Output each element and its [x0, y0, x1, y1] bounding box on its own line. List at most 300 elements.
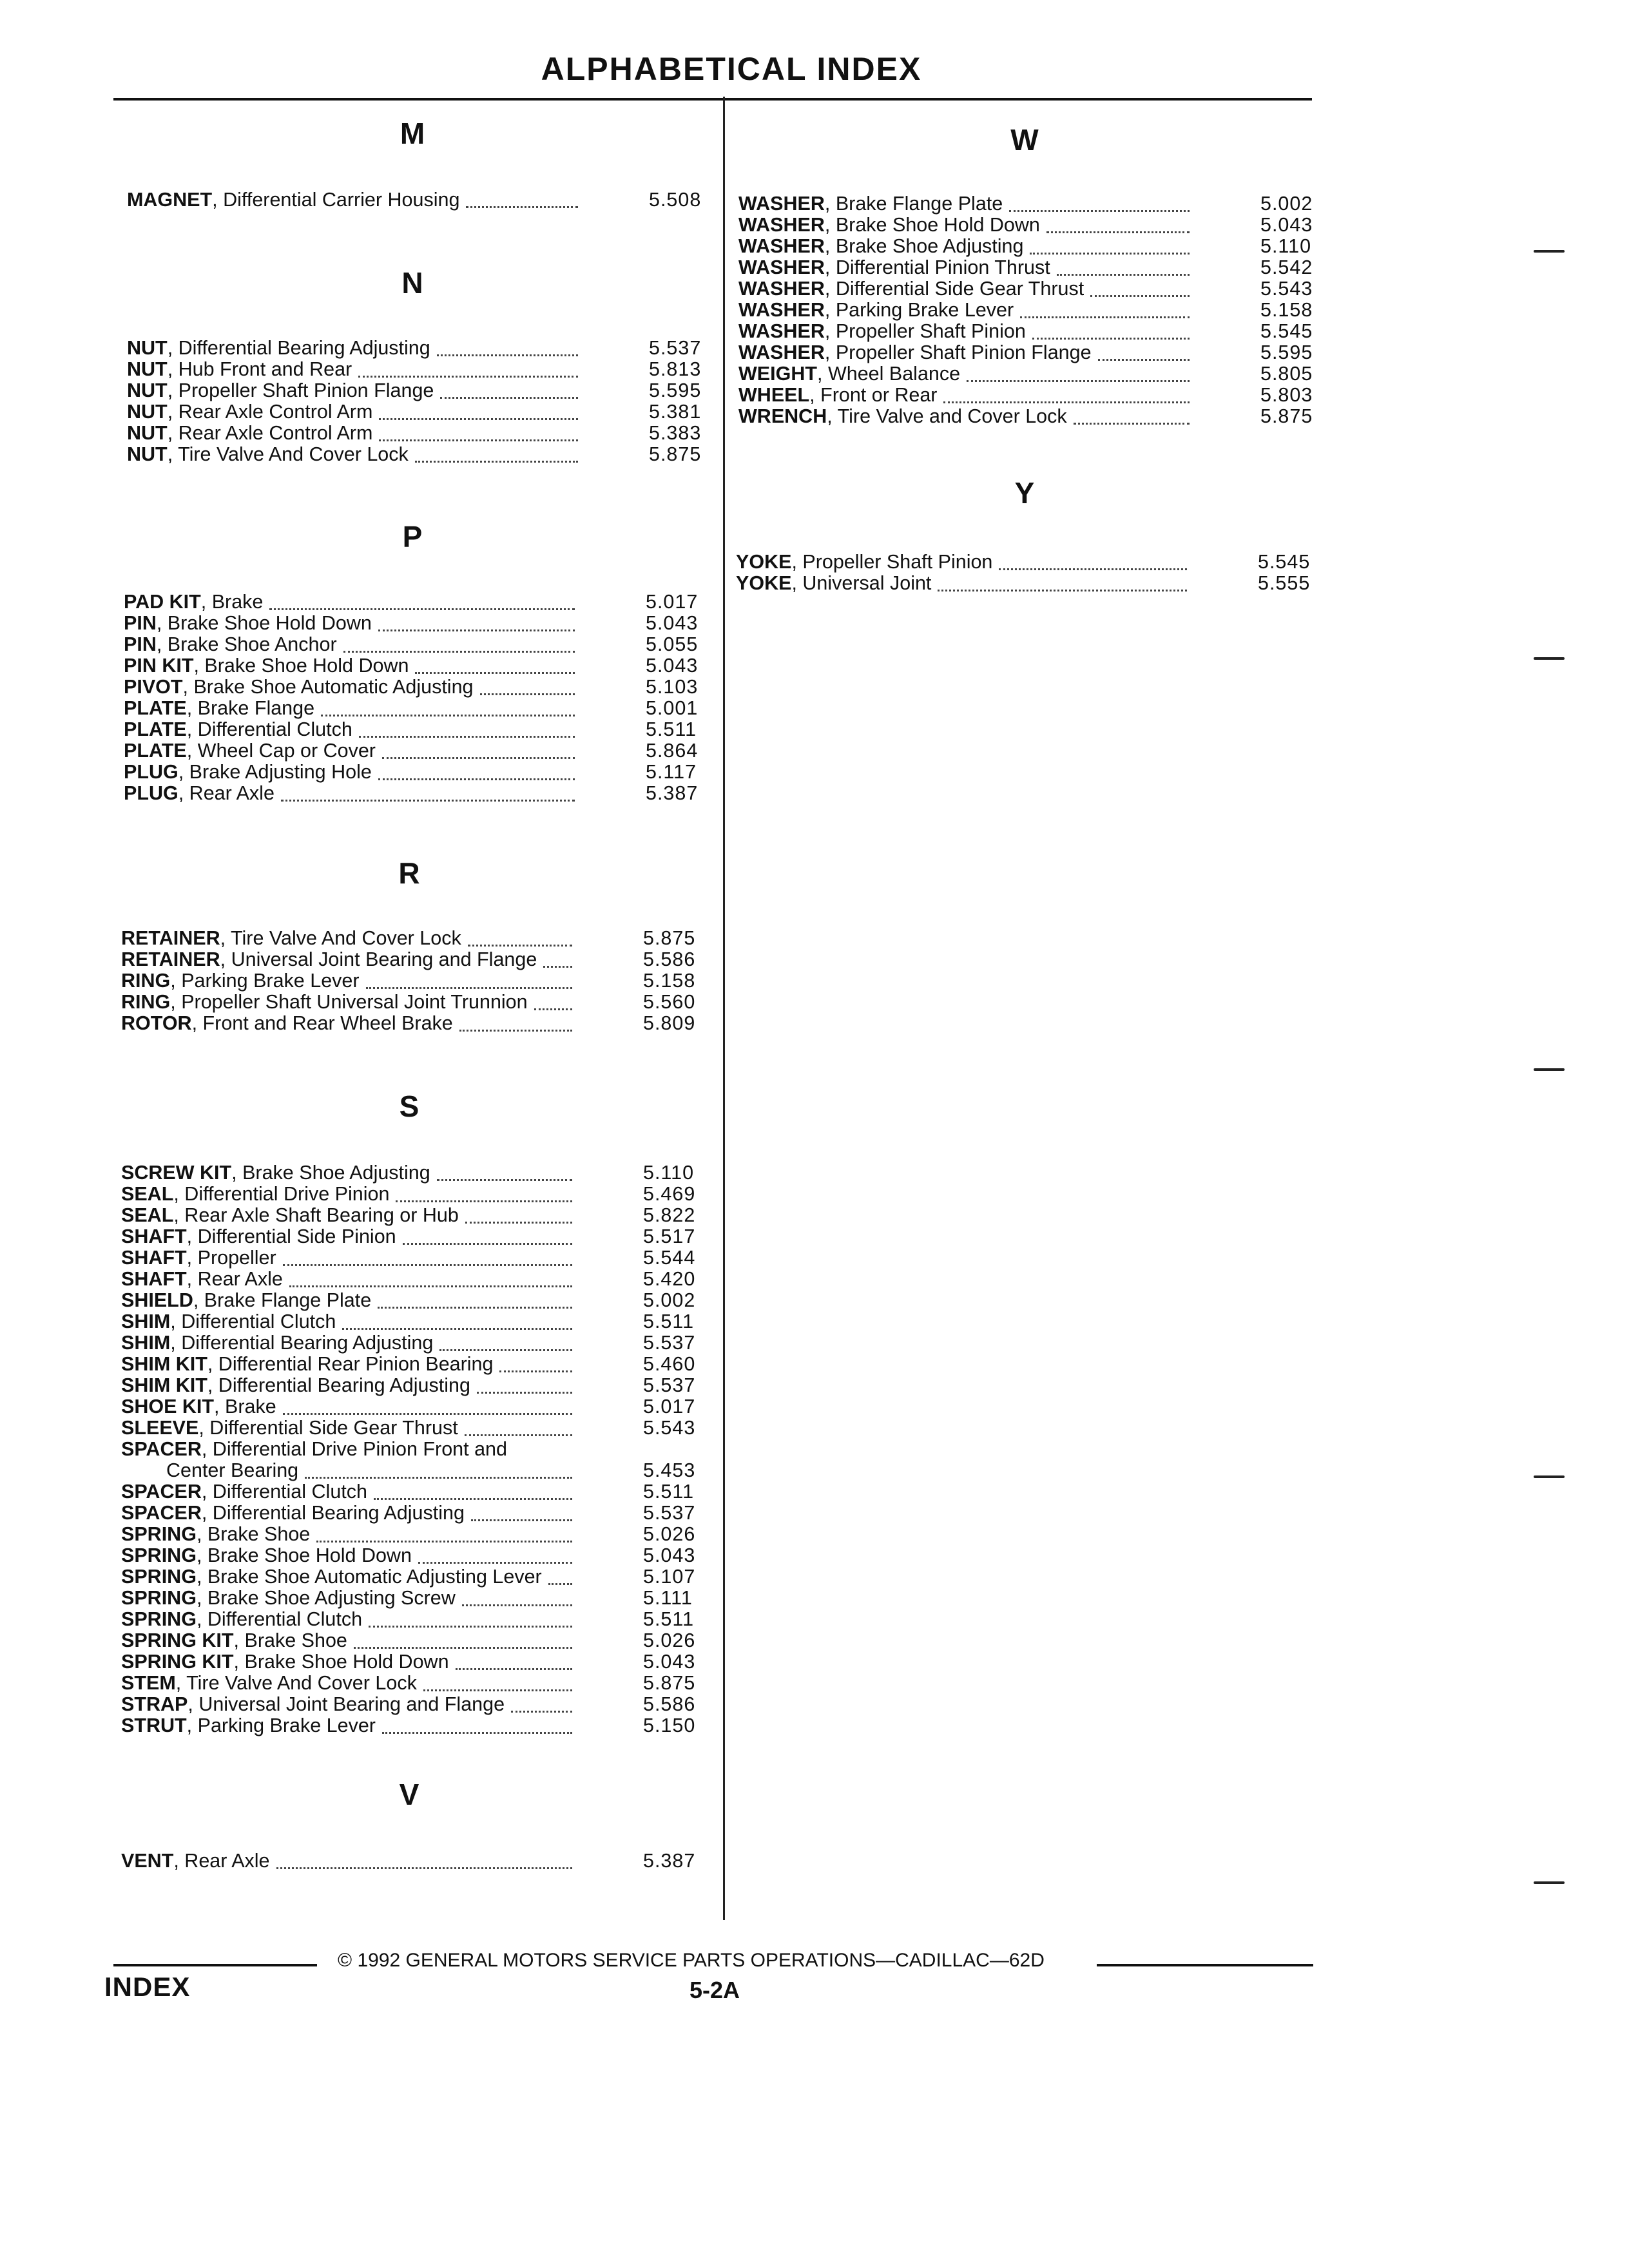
index-entry-keyword: NUT	[127, 401, 168, 423]
index-entry-keyword: RING	[121, 991, 171, 1013]
index-entry-keyword: WASHER	[738, 214, 825, 236]
index-entry-label	[124, 613, 372, 634]
dot-leader	[456, 1668, 572, 1670]
dot-leader	[511, 1711, 572, 1713]
index-entry	[121, 1226, 701, 1247]
dot-leader	[943, 401, 1190, 403]
index-entry-description: , Tire Valve And Cover Lock	[220, 927, 461, 949]
index-entry-label	[121, 1439, 507, 1460]
dot-leader	[439, 1349, 572, 1351]
index-entry-label	[121, 928, 461, 949]
index-entry-description: , Brake Shoe	[196, 1523, 311, 1545]
index-entry-label	[127, 423, 372, 444]
index-entry	[738, 257, 1318, 278]
index-entry	[121, 1651, 701, 1673]
index-entry	[738, 321, 1318, 342]
index-entry	[121, 1588, 701, 1609]
dot-leader	[378, 629, 575, 631]
index-entry-keyword: RETAINER	[121, 927, 220, 949]
index-entry-label	[736, 552, 992, 573]
dot-leader	[343, 651, 575, 653]
index-section-y	[736, 552, 1316, 594]
index-entry-keyword: WHEEL	[738, 384, 810, 406]
index-entry-label	[121, 1247, 276, 1269]
index-entry-keyword: YOKE	[736, 551, 792, 573]
index-entry-label	[127, 189, 459, 211]
dot-leader	[316, 1541, 572, 1542]
index-entry-description: , Differential Side Gear Thrust	[824, 278, 1084, 300]
index-entry-page: 5.017	[646, 591, 699, 613]
index-entry	[124, 655, 704, 677]
index-entry-label	[121, 1566, 542, 1588]
index-entry	[127, 401, 707, 423]
dot-leader	[480, 693, 575, 695]
index-entry-label	[738, 363, 960, 385]
index-entry	[121, 1460, 701, 1481]
index-entry-keyword: PIN KIT	[124, 655, 194, 677]
dot-leader	[281, 800, 575, 802]
index-entry-description: , Differential Rear Pinion Bearing	[207, 1353, 494, 1375]
index-entry-description: , Hub Front and Rear	[167, 358, 352, 380]
section-letter-s: S	[399, 1090, 419, 1123]
index-entry-keyword: YOKE	[736, 572, 792, 594]
index-entry	[121, 1630, 701, 1651]
index-entry-description: , Rear Axle Control Arm	[167, 422, 373, 444]
dot-leader	[1009, 210, 1190, 212]
index-entry-label	[121, 1375, 470, 1396]
index-entry-label	[121, 949, 537, 970]
footer-page-number: 5-2A	[689, 1977, 740, 2003]
dot-leader	[499, 1370, 572, 1372]
index-entry	[738, 406, 1318, 427]
index-entry-description: , Propeller	[186, 1247, 276, 1269]
index-entry-label	[738, 278, 1084, 300]
index-entry-keyword: ROTOR	[121, 1012, 192, 1034]
index-entry-description: , Rear Axle	[178, 782, 275, 804]
index-entry-description: , Tire Valve and Cover Lock	[827, 405, 1067, 427]
index-entry-label	[124, 655, 409, 677]
dot-leader	[366, 987, 572, 989]
index-entry-description: , Differential Bearing Adjusting	[167, 337, 430, 359]
index-entry-keyword: PLATE	[124, 718, 187, 740]
index-entry-label	[121, 1588, 456, 1609]
index-entry-page: 5.381	[649, 401, 702, 423]
index-entry-keyword: NUT	[127, 443, 168, 465]
dot-leader	[999, 568, 1187, 570]
index-entry-description: , Front and Rear Wheel Brake	[191, 1012, 453, 1034]
index-entry-label	[127, 444, 409, 465]
index-entry	[121, 1694, 701, 1715]
index-entry-page: 5.383	[649, 422, 702, 444]
section-letter-p: P	[402, 520, 423, 553]
index-entry-description: , Differential Drive Pinion	[173, 1183, 390, 1205]
index-entry-page: 5.387	[643, 1850, 696, 1872]
dot-leader	[1046, 231, 1190, 233]
index-entry-label	[124, 634, 337, 655]
index-entry-label	[121, 1013, 453, 1034]
dot-leader	[440, 397, 578, 399]
index-entry-page: 5.586	[643, 1693, 696, 1715]
index-entry-page: 5.803	[1260, 384, 1313, 406]
index-entry-keyword: SPRING	[121, 1587, 197, 1609]
index-entry-label	[121, 1715, 376, 1736]
index-entry-page: 5.595	[649, 380, 702, 401]
index-entry-description: , Differential Side Gear Thrust	[198, 1417, 458, 1439]
index-entry-keyword: SCREW KIT	[121, 1162, 232, 1184]
index-entry-keyword: WASHER	[738, 341, 825, 363]
index-entry-description: , Brake Shoe Adjusting	[231, 1162, 430, 1184]
index-entry-page: 5.043	[646, 655, 699, 677]
index-entry-label	[738, 321, 1026, 342]
index-entry-page: 5.460	[643, 1353, 696, 1375]
index-entry	[121, 1247, 701, 1269]
index-entry-keyword: SHIELD	[121, 1289, 193, 1311]
index-entry-page: 5.150	[643, 1715, 696, 1736]
index-entry-label	[738, 193, 1003, 215]
column-divider	[723, 97, 725, 1920]
section-letter-w: W	[1010, 123, 1039, 157]
index-entry-description: , Parking Brake Lever	[186, 1715, 376, 1736]
index-entry-description: , Tire Valve And Cover Lock	[175, 1672, 417, 1694]
index-entry	[738, 236, 1318, 257]
index-entry-keyword: WASHER	[738, 256, 825, 278]
index-entry-keyword: SPRING KIT	[121, 1629, 234, 1651]
index-entry-keyword: PLATE	[124, 697, 187, 719]
index-entry-page: 5.875	[643, 927, 696, 949]
index-entry-description: , Brake Shoe Hold Down	[156, 612, 372, 634]
index-entry	[127, 189, 707, 211]
index-entry-description: , Rear Axle	[186, 1268, 283, 1290]
index-entry-label	[121, 1354, 493, 1375]
index-entry-label	[121, 1311, 336, 1332]
binder-mark	[1534, 1475, 1565, 1478]
index-entry	[121, 1354, 701, 1375]
index-entry-label	[121, 1205, 459, 1226]
index-entry-page: 5.017	[643, 1396, 696, 1418]
section-letter-n: N	[401, 266, 423, 300]
index-entry-label	[121, 1694, 505, 1715]
index-entry-page: 5.511	[643, 1311, 695, 1332]
index-entry-keyword: SPACER	[121, 1438, 202, 1460]
index-entry-keyword: STRAP	[121, 1693, 188, 1715]
index-entry	[124, 762, 704, 783]
index-entry	[121, 1418, 701, 1439]
index-entry-label	[121, 1332, 433, 1354]
index-entry-label	[738, 300, 1014, 321]
index-entry-description: , Universal Joint	[791, 572, 932, 594]
index-entry	[121, 1184, 701, 1205]
footer-rule-left	[113, 1964, 317, 1966]
index-entry-page: 5.822	[643, 1204, 696, 1226]
binder-mark	[1534, 1068, 1565, 1071]
index-entry	[121, 1524, 701, 1545]
binder-mark	[1534, 250, 1565, 253]
index-entry	[738, 278, 1318, 300]
dot-leader	[374, 1498, 572, 1500]
index-entry	[124, 613, 704, 634]
index-entry-description: , Brake	[200, 591, 264, 613]
index-entry-description: , Brake	[214, 1396, 276, 1418]
index-entry-description: , Wheel Balance	[817, 363, 961, 385]
index-entry-page: 5.543	[1260, 278, 1313, 300]
index-entry-description: , Wheel Cap or Cover	[186, 740, 376, 762]
dot-leader	[269, 608, 575, 610]
index-entry-description: , Differential Drive Pinion Front and	[201, 1438, 507, 1460]
index-entry-label	[127, 338, 430, 359]
index-entry-keyword: PIN	[124, 633, 157, 655]
dot-leader	[396, 1200, 572, 1202]
dot-leader	[415, 461, 578, 463]
index-entry	[124, 591, 704, 613]
footer-rule-right	[1097, 1964, 1313, 1966]
dot-leader	[369, 1626, 572, 1628]
index-entry-label	[121, 1850, 270, 1872]
dot-leader	[378, 1307, 572, 1309]
index-entry-label	[121, 1290, 371, 1311]
index-entry-description: , Parking Brake Lever	[824, 299, 1014, 321]
index-entry-label	[166, 1460, 298, 1481]
index-entry-keyword: SHIM KIT	[121, 1374, 207, 1396]
index-entry-page: 5.110	[1260, 235, 1312, 257]
index-entry	[121, 992, 701, 1013]
index-entry-page: 5.511	[643, 1608, 695, 1630]
index-entry-description: , Parking Brake Lever	[170, 970, 360, 992]
dot-leader	[459, 1030, 572, 1032]
index-entry-page: 5.508	[649, 189, 702, 211]
index-entry-page: 5.001	[646, 697, 699, 719]
index-entry-label	[738, 215, 1040, 236]
index-entry-keyword: NUT	[127, 337, 168, 359]
index-entry-label	[121, 1609, 362, 1630]
index-entry-description: , Brake Shoe	[233, 1629, 347, 1651]
index-entry	[121, 1013, 701, 1034]
index-entry-keyword: SHAFT	[121, 1225, 187, 1247]
index-entry	[121, 1715, 701, 1736]
index-entry-keyword: NUT	[127, 380, 168, 401]
dot-leader	[1030, 253, 1190, 255]
index-entry-keyword: SPRING	[121, 1608, 197, 1630]
index-entry	[121, 1375, 701, 1396]
index-entry-label	[738, 406, 1067, 427]
index-entry	[121, 949, 701, 970]
index-entry-keyword: SEAL	[121, 1204, 174, 1226]
index-entry-label	[121, 1545, 412, 1566]
dot-leader	[423, 1689, 572, 1691]
dot-leader	[1020, 316, 1190, 318]
index-entry-keyword: SPACER	[121, 1481, 202, 1503]
index-entry-label	[121, 1673, 417, 1694]
index-entry-description: , Differential Clutch	[196, 1608, 363, 1630]
index-entry-description: , Propeller Shaft Pinion	[824, 320, 1026, 342]
index-entry-label	[736, 573, 931, 594]
index-entry-label	[738, 257, 1050, 278]
index-entry-description: , Rear Axle Control Arm	[167, 401, 373, 423]
dot-leader	[418, 1562, 572, 1564]
index-entry	[121, 1545, 701, 1566]
index-entry-description: , Rear Axle	[173, 1850, 270, 1872]
dot-leader	[354, 1647, 572, 1649]
index-entry-keyword: SHIM	[121, 1311, 171, 1332]
index-entry-label	[124, 719, 352, 740]
index-entry	[121, 1673, 701, 1694]
index-entry	[124, 719, 704, 740]
index-entry	[124, 698, 704, 719]
index-entry	[121, 1162, 701, 1184]
index-entry-page: 5.107	[643, 1566, 696, 1588]
index-entry-page: 5.864	[646, 740, 699, 762]
index-entry-page: 5.043	[643, 1651, 696, 1673]
index-entry-description: , Propeller Shaft Pinion Flange	[824, 341, 1092, 363]
index-entry-page: 5.545	[1258, 551, 1311, 573]
index-entry	[738, 300, 1318, 321]
index-entry	[127, 380, 707, 401]
index-entry-page: 5.111	[643, 1587, 693, 1609]
dot-leader	[283, 1413, 572, 1415]
index-entry-label	[121, 1503, 465, 1524]
index-entry-page: 5.537	[643, 1502, 696, 1524]
index-entry-label	[121, 1226, 396, 1247]
index-entry-page: 5.043	[1260, 214, 1313, 236]
index-entry-page: 5.055	[646, 633, 699, 655]
index-entry-label	[738, 236, 1023, 257]
index-entry-description: , Brake Flange Plate	[824, 193, 1003, 215]
index-entry-label	[121, 1396, 276, 1418]
index-entry	[121, 1566, 701, 1588]
index-entry-keyword: SLEEVE	[121, 1417, 199, 1439]
index-entry-description: , Universal Joint Bearing and Flange	[220, 948, 537, 970]
index-section-s	[121, 1162, 701, 1736]
index-entry-label	[124, 740, 376, 762]
index-entry-keyword: NUT	[127, 358, 168, 380]
index-entry	[738, 342, 1318, 363]
index-entry-page: 5.117	[646, 761, 697, 783]
dot-leader	[471, 1519, 572, 1521]
dot-leader	[534, 1008, 572, 1010]
index-entry-keyword: SPRING KIT	[121, 1651, 234, 1673]
dot-leader	[359, 736, 575, 738]
index-entry	[736, 573, 1316, 594]
index-entry-description: , Brake Shoe Hold Down	[196, 1544, 412, 1566]
dot-leader	[1032, 338, 1190, 340]
index-entry-description: , Differential Pinion Thrust	[824, 256, 1050, 278]
index-entry-description: , Propeller Shaft Pinion Flange	[167, 380, 434, 401]
dot-leader	[477, 1392, 572, 1394]
index-entry-page: 5.875	[643, 1672, 696, 1694]
index-entry-page: 5.043	[646, 612, 699, 634]
dot-leader	[1090, 295, 1190, 297]
index-entry-page: 5.110	[643, 1162, 695, 1184]
dot-leader	[283, 1264, 572, 1266]
index-entry-description: , Differential Clutch	[170, 1311, 336, 1332]
index-entry-label	[121, 992, 528, 1013]
index-entry-page: 5.511	[646, 718, 697, 740]
index-entry-description: , Differential Carrier Housing	[212, 189, 460, 211]
index-entry	[121, 1396, 701, 1418]
index-entry	[121, 928, 701, 949]
index-entry-keyword: SHAFT	[121, 1247, 187, 1269]
index-entry-description: , Brake Shoe Adjusting	[824, 235, 1024, 257]
index-entry-keyword: PAD KIT	[124, 591, 201, 613]
index-entry-page: 5.002	[643, 1289, 696, 1311]
index-entry-page: 5.469	[643, 1183, 696, 1205]
index-entry-keyword: RETAINER	[121, 948, 220, 970]
index-entry	[121, 970, 701, 992]
index-entry-page: 5.560	[643, 991, 696, 1013]
index-entry-description: , Differential Bearing Adjusting	[207, 1374, 470, 1396]
index-entry-description: , Brake Flange Plate	[193, 1289, 372, 1311]
index-entry-keyword: WASHER	[738, 193, 825, 215]
index-entry-page: 5.453	[643, 1459, 696, 1481]
index-entry	[738, 385, 1318, 406]
index-entry-page: 5.805	[1260, 363, 1313, 385]
index-entry-page: 5.026	[643, 1523, 696, 1545]
index-entry-keyword: WRENCH	[738, 405, 827, 427]
section-letter-y: Y	[1014, 476, 1035, 510]
index-entry-keyword: SEAL	[121, 1183, 174, 1205]
dot-leader	[1074, 423, 1190, 425]
index-entry	[738, 215, 1318, 236]
index-entry	[121, 1481, 701, 1503]
index-entry-description: , Brake Shoe Anchor	[156, 633, 337, 655]
index-entry	[124, 783, 704, 804]
index-entry-label	[121, 1184, 389, 1205]
index-entry-keyword: NUT	[127, 422, 168, 444]
index-entry	[127, 423, 707, 444]
index-entry-page: 5.026	[643, 1629, 696, 1651]
dot-leader	[403, 1243, 572, 1245]
index-entry-keyword: WASHER	[738, 320, 825, 342]
index-entry-keyword: PLUG	[124, 782, 178, 804]
index-entry-label	[124, 591, 263, 613]
index-entry	[124, 677, 704, 698]
index-entry-label	[121, 1481, 367, 1503]
dot-leader	[462, 1604, 572, 1606]
dot-leader	[1057, 274, 1190, 276]
index-entry-page: 5.813	[649, 358, 702, 380]
dot-leader	[465, 1434, 572, 1436]
index-entry-keyword: PIN	[124, 612, 157, 634]
index-entry-description: , Propeller Shaft Universal Joint Trunnion	[170, 991, 528, 1013]
index-entry	[127, 444, 707, 465]
dot-leader	[276, 1867, 572, 1869]
index-entry-label	[127, 359, 352, 380]
dot-leader	[468, 945, 572, 947]
index-entry-page: 5.543	[643, 1417, 696, 1439]
index-entry-description: , Differential Clutch	[201, 1481, 367, 1503]
index-entry-label	[121, 970, 360, 992]
index-entry-page: 5.545	[1260, 320, 1313, 342]
index-entry-description: , Brake Shoe Hold Down	[824, 214, 1040, 236]
dot-leader	[305, 1477, 572, 1479]
index-entry	[121, 1205, 701, 1226]
dot-leader	[382, 757, 575, 759]
index-entry-description: , Brake Shoe Hold Down	[193, 655, 409, 677]
index-entry-label	[738, 342, 1092, 363]
dot-leader	[543, 966, 572, 968]
index-entry-page: 5.103	[646, 676, 699, 698]
dot-leader	[379, 418, 578, 420]
index-section-m	[127, 189, 707, 211]
index-entry-page: 5.420	[643, 1268, 696, 1290]
index-entry-keyword: WASHER	[738, 235, 825, 257]
index-entry-page: 5.537	[649, 337, 702, 359]
index-entry	[127, 338, 707, 359]
binder-mark	[1534, 1881, 1565, 1884]
index-entry	[121, 1311, 701, 1332]
index-entry-label	[121, 1651, 449, 1673]
page-title: ALPHABETICAL INDEX	[541, 51, 922, 87]
index-section-r	[121, 928, 701, 1034]
